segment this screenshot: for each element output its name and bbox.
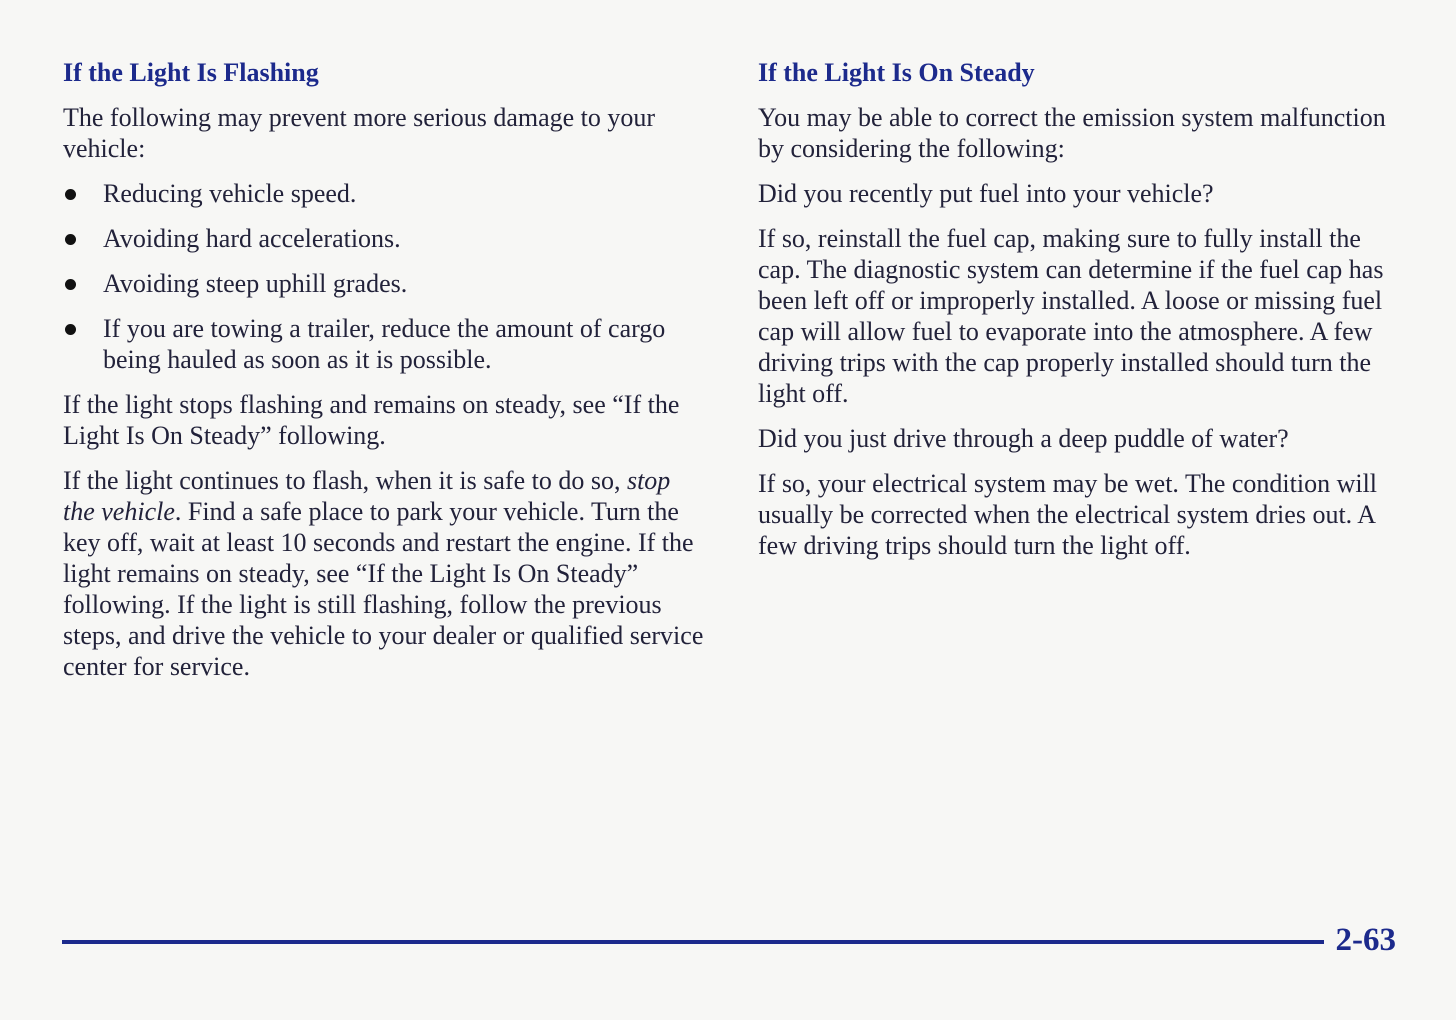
section-heading-steady: If the Light Is On Steady <box>758 58 1035 87</box>
paragraph-text: . Find a safe place to park your vehicle. Turn the key off, wait at least 10 seconds and restart the engine. If the light remains on steady, see “If the Light Is On Steady” following. If the light is still flashing, follow the previous steps, and drive the vehicle to your dealer or qualified service center for service. <box>63 497 704 681</box>
list-item <box>63 178 708 209</box>
bullet-icon <box>65 234 76 245</box>
list-item-text: If you are towing a trailer, reduce the amount of cargo being hauled as soon as it is possible. <box>103 314 666 374</box>
list-item <box>63 223 708 254</box>
page-number: 2-63 <box>1335 922 1396 958</box>
question-paragraph: Did you just drive through a deep puddle of water? <box>758 424 1289 453</box>
intro-paragraph: The following may prevent more serious damage to your vehicle: <box>63 103 656 163</box>
list-item-text: Reducing vehicle speed. <box>103 179 357 208</box>
right-column <box>758 56 1403 575</box>
bullet-icon <box>65 279 76 290</box>
list-item-text: Avoiding steep uphill grades. <box>103 269 408 298</box>
question-paragraph: Did you recently put fuel into your vehicle? <box>758 179 1214 208</box>
paragraph-text: If the light continues to flash, when it is safe to do so, <box>63 466 627 495</box>
emphasis-text: stop the vehicle <box>63 466 671 526</box>
steady-reference-paragraph: If the light stops flashing and remains on steady, see “If the Light Is On Steady” following. <box>63 390 680 450</box>
list-item <box>63 268 708 299</box>
bullet-icon <box>65 324 76 335</box>
footer-rule <box>62 940 1324 944</box>
continues-flashing-paragraph <box>63 465 708 682</box>
list-item-text: Avoiding hard accelerations. <box>103 224 401 253</box>
section-heading-flashing: If the Light Is Flashing <box>63 58 319 87</box>
left-column <box>63 56 708 696</box>
bullet-icon <box>65 189 76 200</box>
bullet-list <box>63 178 708 375</box>
answer-paragraph: If so, reinstall the fuel cap, making sure to fully install the cap. The diagnostic system can determine if the fuel cap has been left off or improperly installed. A loose or missing fuel cap will allow fuel to evaporate into the atmosphere. A few driving trips with the cap properly installed should turn the light off. <box>758 224 1384 408</box>
answer-paragraph: If so, your electrical system may be wet. The condition will usually be corrected when the electrical system dries out. A few driving trips should turn the light off. <box>758 469 1378 560</box>
intro-paragraph: You may be able to correct the emission system malfunction by considering the following: <box>758 103 1386 163</box>
list-item <box>63 313 708 375</box>
